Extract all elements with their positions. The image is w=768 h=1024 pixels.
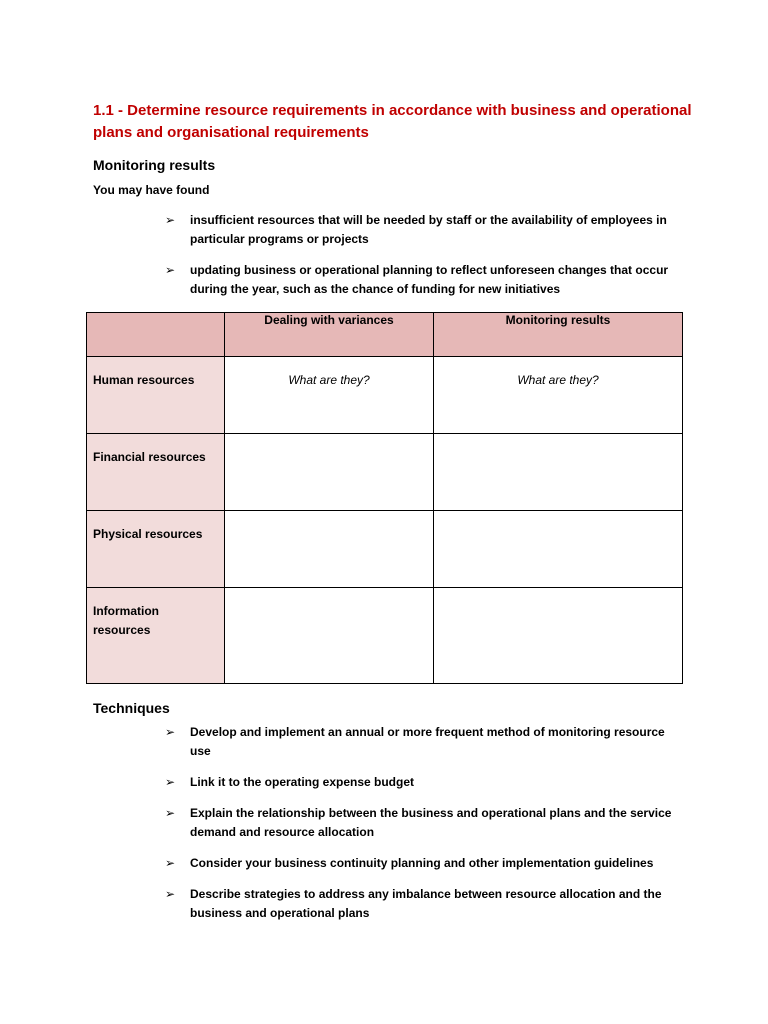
techniques-bullet-list	[165, 723, 685, 935]
table-cell[interactable]	[434, 588, 683, 684]
arrow-bullet-icon: ➢	[165, 213, 176, 227]
list-item-text: Explain the relationship between the business and operational plans and the service demand and resource allocation	[190, 806, 672, 839]
list-item	[165, 211, 685, 249]
arrow-bullet-icon: ➢	[165, 806, 176, 820]
arrow-bullet-icon: ➢	[165, 856, 176, 870]
list-item-text: Develop and implement an annual or more frequent method of monitoring resource use	[190, 725, 665, 758]
list-item	[165, 773, 685, 792]
table-header-row	[87, 313, 683, 357]
list-item	[165, 885, 685, 923]
monitoring-intro: You may have found	[93, 183, 210, 197]
section-heading: 1.1 - Determine resource requirements in accordance with business and operational plans and organisational requirements	[93, 102, 692, 141]
list-item	[165, 804, 685, 842]
table-row	[87, 357, 683, 434]
monitoring-results-title: Monitoring results	[93, 157, 216, 173]
table-cell[interactable]	[225, 511, 434, 588]
row-label: Human resources	[87, 357, 225, 434]
list-item-text: Consider your business continuity planning and other implementation guidelines	[190, 856, 654, 870]
table-header-cell: Monitoring results	[434, 313, 683, 357]
table-cell[interactable]	[225, 434, 434, 511]
arrow-bullet-icon: ➢	[165, 263, 176, 277]
table-cell[interactable]: What are they?	[434, 357, 683, 434]
list-item	[165, 854, 685, 873]
table-cell[interactable]: What are they?	[225, 357, 434, 434]
table-header-cell: Dealing with variances	[225, 313, 434, 357]
list-item-text: Describe strategies to address any imbalance between resource allocation and the business and operational plans	[190, 887, 662, 920]
resources-table	[86, 312, 683, 684]
arrow-bullet-icon: ➢	[165, 775, 176, 789]
table-row	[87, 434, 683, 511]
table-row	[87, 511, 683, 588]
list-item-text: updating business or operational planning to reflect unforeseen changes that occur during the year, such as the chance of funding for new initiatives	[190, 263, 669, 296]
list-item-text: insufficient resources that will be needed by staff or the availability of employees in particular programs or projects	[190, 213, 667, 246]
table-header-cell	[87, 313, 225, 357]
techniques-title: Techniques	[93, 700, 170, 716]
row-label: Physical resources	[87, 511, 225, 588]
arrow-bullet-icon: ➢	[165, 887, 176, 901]
row-label: Information resources	[87, 588, 225, 684]
arrow-bullet-icon: ➢	[165, 725, 176, 739]
monitoring-bullet-list	[165, 211, 685, 311]
table-cell[interactable]	[434, 511, 683, 588]
row-label: Financial resources	[87, 434, 225, 511]
list-item-text: Link it to the operating expense budget	[190, 775, 415, 789]
table-row	[87, 588, 683, 684]
list-item	[165, 261, 685, 299]
table-cell[interactable]	[225, 588, 434, 684]
list-item	[165, 723, 685, 761]
table-cell[interactable]	[434, 434, 683, 511]
